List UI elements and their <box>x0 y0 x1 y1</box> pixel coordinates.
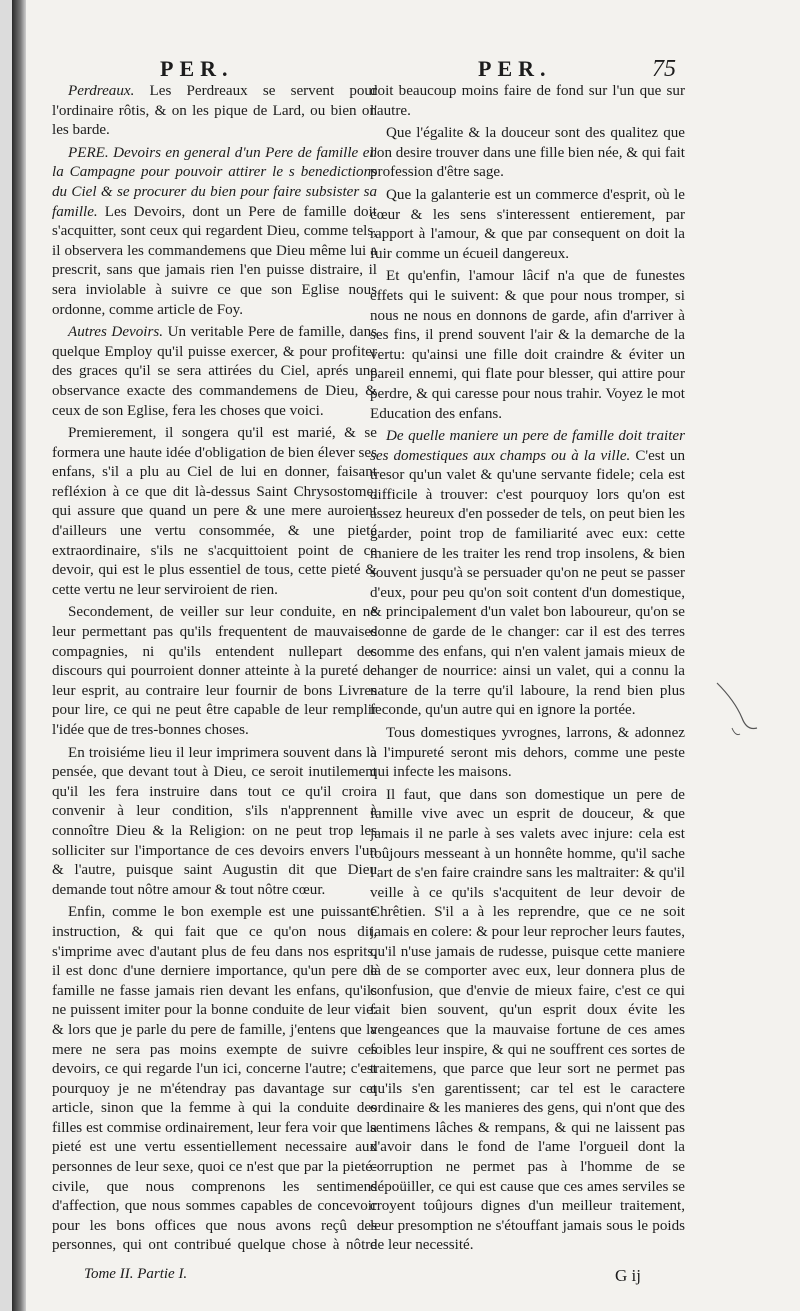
paragraph-text: Un veritable Pere de famille, dans quelque Employ qu'il puisse exercer, & pour profiter des graces qu'il se sera attirées du Ciel, aprés une observance exacte des commandemens de Dieu, & ceux de son Eglise, fera les choses que voici. <box>52 324 377 419</box>
paragraph-text: Il faut, que dans son domestique un pere de famille vive avec un esprit de douceur, & que jamais il ne parle à ses valets avec injure: cela est toûjours messeant à un honnête homme, qu'il sache l'art de s'en faire craindre sans les maltraiter: & qu'il veille à ce qu'ils s'acquitent de leur devoir de Chrêtien. S'il a à les reprendre, que ce ne soit jamais en colere: & pour leur reprocher leurs fautes, qu'il n'use jamais de rudesse, puisque cette maniere là de se comporter avec eux, leur donnera plus de confusion, que d'envie de mieux faire, c'est ce qui fait bien souvent, qu'un esprit doux évite les vengeances que la mauvaise fortune de ces ames foibles leur inspire, & qui ne souffrent ces sortes de traitemens, que parce que leur sort ne permet pas qu'ils s'en garentissent; car tel est le caractere ordinaire & les manieres des gens, qui n'ont que des sentimens lâches & rempans, & qui ne laissent pas d'avoir dans le fond de l'ame l'orgueil dont la corruption ne permet pas à l'homme de se dépoüiller, ce qui est cause que ces ames serviles se croyent toûjours dignes d'un meilleur traitement, leur presomption ne s'étouffant jamais sous le poids de leur necessité. <box>370 786 685 1254</box>
paragraph <box>52 323 377 421</box>
paragraph <box>370 82 685 121</box>
paragraph-text: Tous domestiques yvrognes, larrons, & adonnez à l'impureté seront mis dehors, comme une peste qui infecte les maisons. <box>370 725 685 781</box>
running-header-right: PER. <box>478 56 552 81</box>
paragraph <box>370 427 685 721</box>
paragraph <box>370 124 685 183</box>
paragraph <box>52 144 377 320</box>
paragraph-text: Premierement, il songera qu'il est marié, & se formera une haute idée d'obligation de bien élever ses enfans, s'il a plu au Ciel de lui en donner, faisant refléxion à ce que dit là-dessus Saint Chrysostome, qui assure que quand un pere & une mere auroient d'ailleurs une vertu consommée, & une pieté extraordinaire, s'ils ne s'acquittoient point de ce devoir, qui est le plus essentiel de tous, cette pieté & cette vertu ne leur serviroient de rien. <box>52 425 377 598</box>
paragraph <box>370 786 685 1254</box>
paragraph <box>370 724 685 783</box>
paragraph-text: Et qu'enfin, l'amour lâcif n'a que de funestes effets qui le suivent: & que pour nous tromper, si nous ne nous en donnons de garde, afin d'arriver à ses fins, il prend souvent l'air & la demarche de la vertu: qu'ainsi une fille doit craindre & éviter un pareil ennemi, qui flate pour blesser, qui attire pour perdre, & qui caresse pour nous trahir. Voyez le mot Education des enfans. <box>370 268 685 422</box>
paragraph-text: Les Devoirs, dont un Pere de famille doit s'acquitter, sont ceux qui regardent Dieu, comme tels, il observera les commandemens que Dieu même lui a prescrit, sans que jamais rien l'en puisse distraire, il sera inviolable à suivre ce que son Eglise nous ordonne, comme article de Foy. <box>52 203 377 318</box>
paragraph-text: Que la galanterie est un commerce d'esprit, où le cœur & les sens s'interessent entierement, par rapport à l'amour, & que par consequent on doit la fuir comme un écueil dangereux. <box>370 186 685 262</box>
paragraph <box>52 603 377 740</box>
paragraph <box>370 186 685 264</box>
book-page <box>12 0 800 1311</box>
volume-footer: Tome II. Partie I. <box>84 1266 188 1282</box>
paragraph <box>52 424 377 600</box>
left-column <box>52 82 377 1254</box>
signature-mark: G ij <box>615 1266 641 1285</box>
paragraph <box>52 744 377 901</box>
paragraph-text: Les Perdreaux se servent pour l'ordinaire rôtis, & on les pique de Lard, ou bien on les barde. <box>52 83 377 139</box>
paragraph-heading: PERE. Devoirs en general d'un Pere de famille en la Campagne pour pouvoir attirer le s benedictions du Ciel & se procurer du bien pour faire subsister sa famille. <box>52 144 377 220</box>
page-binding <box>12 0 26 1311</box>
paragraph-text: Secondement, de veiller sur leur conduite, en ne leur permettant pas qu'ils frequentent de mauvaises compagnies, ni qu'ils entendent nullepart des discours qui pourroient donner atteinte à la pureté de leur esprit, au contraire leur fournir de bons Livres pour lire, ce qui ne peut être capable de leur remplir l'idée que de tres-bonnes choses. <box>52 604 377 738</box>
page-number: 75 <box>652 56 676 82</box>
paragraph-text: Enfin, comme le bon exemple est une puissante instruction, & qui fait que ce qu'on nous dit, s'imprime avec d'autant plus de feu dans nos esprits, il est donc d'une derniere importance, qu'un pere de famille ne fasse jamais rien devant les enfans, qu'ils ne puissent imiter pour la bonne conduite de leur vie: & lors que je parle du pere de famille, j'entens que la mere ne sera pas moins exempte de suivre ces devoirs, ce qui regarde l'un ici, concerne l'autre; c'est pourquoy je ne m'étendray pas davantage sur cet article, sinon que la femme à qui la conduite des filles est commise ordinairement, leur fera voir que la pieté est une vertu essentiellement necessaire aux personnes de leur sexe, quoi ce n'est que par la pieté-civile, que nous comprenons les sentimens d'affection, que nous sommes capables de concevoir pour les bons offices que nous avons reçû des personnes, qui ont contribué quelque chose à nôtre <box>52 904 377 1254</box>
running-header-left: PER. <box>160 56 234 81</box>
right-column <box>370 82 685 1254</box>
paragraph-heading: Perdreaux. <box>68 83 135 99</box>
paragraph-text: doit beaucoup moins faire de fond sur l'un que sur l'autre. <box>370 83 685 119</box>
paragraph-heading: Autres Devoirs. <box>68 324 163 341</box>
paragraph <box>52 82 377 141</box>
paragraph-heading: De quelle maniere un pere de famille doit traiter ses domestiques aux champs ou à la ville. <box>370 428 685 464</box>
paragraph-text: En troisiéme lieu il leur imprimera souvent dans la pensée, que devant tout à Dieu, ce seroit inutilement qu'il les fera instruire dans tout ce qu'il croira convenir à leur condition, s'ils n'apprennent à connoître Dieu & la Religion: on ne peut trop les solliciter sur l'importance de ces devoirs envers l'un & l'autre, puisque saint Augustin dit que Dieu demande tout nôtre amour & tout nôtre cœur. <box>52 744 377 898</box>
paragraph <box>370 267 685 424</box>
paragraph-text: Que l'égalite & la douceur sont des qualitez que l'on desire trouver dans une fille bien née, & qui fait profession d'être sage. <box>370 125 685 181</box>
paragraph-text: C'est un tresor qu'un valet & qu'une servante fidele; cela est difficile à trouver: c'est pourquoy lors qu'on est assez heureux d'en posseder de tels, on peut bien les garder, point trop de familiarité avec eux: cette maniere de les traiter les rend trop insolens, & bien souvent jusqu'à se persuader qu'on ne peut se passer d'eux, pour peu qu'on soit content d'un domestique, & principalement d'un valet bon laboureur, qu'on se donne de garde de le changer: car il est des terres comme des enfans, qui n'en valent jamais mieux de changer de nourrice: ainsi un valet, qui a connu la nature de la terre qu'il laboure, la rend bien plus feconde, qu'un autre qui en ignore la portée. <box>370 447 685 719</box>
paragraph <box>52 903 377 1254</box>
ink-mark <box>712 678 772 748</box>
